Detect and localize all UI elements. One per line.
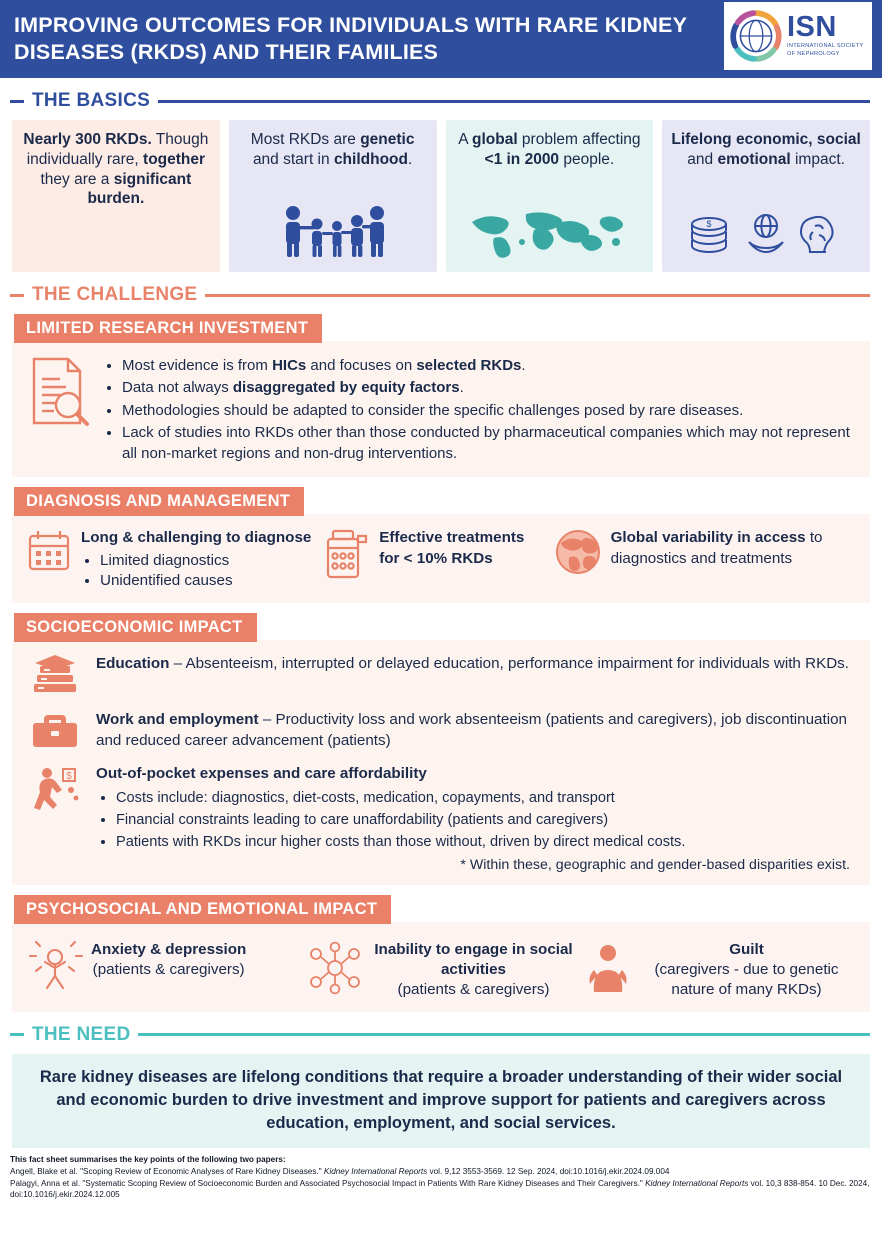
briefcase-icon <box>26 710 84 752</box>
books-icon <box>26 654 84 698</box>
list-item: • Most evidence is from HICs and focuses on selected RKDs. <box>122 355 856 376</box>
section-title-need: THE NEED <box>32 1023 131 1045</box>
banner-diagnosis: DIAGNOSIS AND MANAGEMENT <box>14 487 304 516</box>
socio-row-out-of-pocket <box>26 764 856 853</box>
document-magnifier-icon <box>26 355 90 429</box>
psychosocial-items <box>26 936 856 999</box>
heading-dash <box>10 100 24 103</box>
basics-card-text: A global problem affecting <1 in 2000 people. <box>458 131 641 168</box>
socio-row-text: Work and employment – Productivity loss and work absenteeism (patients and caregivers), job discontinuation and reduced career advancement (patients) <box>96 711 847 750</box>
svg-text:$: $ <box>706 219 712 230</box>
heading-rule <box>158 100 870 103</box>
diagnosis-col-diagnose <box>26 528 312 591</box>
ref1-post: vol. 9,12 3553-3569. 12 Sep. 2024, doi:10.1016/j.ekir.2024.09.004 <box>427 1166 670 1176</box>
ref2-pre: Palagyi, Anna et al. "Systematic Scoping Review of Socioeconomic Burden and Associated Psychosocial Impact in Patients With Rare Kidney Diseases and Their Caregivers." <box>10 1178 646 1188</box>
panel-diagnosis <box>12 514 870 603</box>
basics-card-text: Nearly 300 RKDs. Though individually rare, together they are a significant burden. <box>23 131 209 208</box>
ref1-journal: Kidney International Reports <box>323 1166 428 1176</box>
list-item: • Methodologies should be adapted to consider the specific challenges posed by rare diseases. <box>122 400 856 421</box>
socio-row-work <box>26 710 856 752</box>
panel-psychosocial <box>12 922 870 1011</box>
basics-card-text: Most RKDs are genetic and start in childhood. <box>250 131 415 168</box>
basics-card-global-problem <box>446 120 654 272</box>
footer-intro: This fact sheet summarises the key points of the following two papers: <box>10 1154 286 1164</box>
footer-reference-2 <box>10 1178 872 1202</box>
list-item: • Costs include: diagnostics, diet-costs, medication, copayments, and transport <box>116 788 685 809</box>
page-title: IMPROVING OUTCOMES FOR INDIVIDUALS WITH RARE KIDNEY DISEASES (RKDS) AND THEIR FAMILIES <box>14 13 687 64</box>
basics-card-text: Lifelong economic, social and emotional impact. <box>671 131 861 168</box>
isn-globe-logo-icon <box>730 10 782 62</box>
heading-dash <box>10 1033 24 1036</box>
diagnosis-col-text: Global variability in access to diagnostics and treatments <box>610 529 823 567</box>
distressed-person-icon <box>28 940 84 996</box>
section-title-challenge: THE CHALLENGE <box>32 284 198 305</box>
panel-limited-research <box>12 341 870 477</box>
psy-item-social <box>306 940 576 999</box>
psy-item-anxiety <box>28 940 298 996</box>
diagnosis-col-access <box>554 528 856 576</box>
socio-footnote: * Within these, geographic and gender-based disparities exist. <box>460 857 850 874</box>
section-title-basics: THE BASICS <box>32 90 151 111</box>
banner-socioeconomic: SOCIOECONOMIC IMPACT <box>14 613 257 642</box>
section-heading-basics <box>0 90 882 112</box>
heading-dash <box>10 294 24 297</box>
footer-reference-1 <box>10 1166 872 1178</box>
socio-row-text: Out-of-pocket expenses and care affordability • Costs include: diagnostics, diet-costs, medication, copayments, and transport • Financial constraints leading to care unaffordability (patients and caregivers) • Patients with RKDs incur higher costs than those without, driven by direct medical costs. <box>96 764 685 853</box>
list-item: • Data not always disaggregated by equity factors. <box>122 377 856 398</box>
diagnosis-bullets <box>81 551 311 591</box>
psy-item-guilt <box>584 940 854 999</box>
heading-rule <box>138 1033 870 1036</box>
socio-row-education <box>26 654 856 698</box>
socio-row-text: Education – Absenteeism, interrupted or delayed education, performance impairment for individuals with RKDs. <box>96 655 849 673</box>
panel-socioeconomic <box>12 640 870 885</box>
need-statement: Rare kidney diseases are lifelong conditions that require a broader understanding of their wider social and economic burden to drive investment and improve support for patients and caregivers across education, employment, and social services. <box>12 1054 870 1148</box>
coins-hands-brain-icons <box>681 204 851 264</box>
diagnosis-columns <box>26 528 856 591</box>
basics-card-genetic-childhood <box>229 120 437 272</box>
logo-sub-line1: INTERNATIONAL SOCIETY <box>787 43 864 50</box>
psy-item-text: Inability to engage in social activities (patients & caregivers) <box>374 941 573 998</box>
list-item: • Financial constraints leading to care unaffordability (patients and caregivers) <box>116 810 685 831</box>
basics-card-lifelong-impact <box>662 120 870 272</box>
limited-research-content <box>26 355 856 465</box>
list-item: • Unidentified causes <box>100 571 311 591</box>
basics-card-row <box>0 120 882 272</box>
footer-references <box>0 1148 882 1206</box>
svg-text:$: $ <box>66 771 72 783</box>
logo-name: ISN <box>787 10 837 43</box>
diagnosis-col-text: Long & challenging to diagnose • Limited diagnostics • Unidentified causes <box>81 528 311 591</box>
social-network-icon <box>306 940 364 996</box>
logo-sub-line2: OF NEPHROLOGY <box>787 50 840 57</box>
isn-logo <box>724 2 872 70</box>
list-item: • Limited diagnostics <box>100 551 311 571</box>
grieving-person-icon <box>584 940 632 996</box>
out-of-pocket-bullets <box>96 788 685 852</box>
basics-card-nearly-300 <box>12 120 220 272</box>
pills-bottle-icon <box>322 528 370 580</box>
section-heading-need <box>0 1024 882 1046</box>
world-map-icon <box>464 202 634 264</box>
family-silhouette-icon <box>273 198 393 264</box>
money-running-person-icon <box>26 764 84 812</box>
calendar-icon <box>26 528 72 574</box>
banner-psychosocial: PSYCHOSOCIAL AND EMOTIONAL IMPACT <box>14 895 391 924</box>
logo-text-block <box>787 10 864 59</box>
globe-icon <box>554 528 602 576</box>
ref2-post: vol. 10,3 838-854. 10 Dec. 2024, doi:10.1016/j.ekir.2024.12.005 <box>10 1178 870 1200</box>
limited-research-bullets <box>102 355 856 465</box>
psy-item-text: Guilt (caregivers - due to genetic nature of many RKDs) <box>654 941 839 998</box>
page-header <box>0 0 882 78</box>
diagnosis-col-text: Effective treatments for < 10% RKDs <box>379 529 525 567</box>
section-heading-challenge <box>0 284 882 306</box>
diagnosis-col-treatments <box>322 528 543 580</box>
banner-limited-research: LIMITED RESEARCH INVESTMENT <box>14 314 322 343</box>
psy-item-text: Anxiety & depression (patients & caregivers) <box>91 941 247 979</box>
ref2-journal: Kidney International Reports <box>645 1178 749 1188</box>
list-item: • Lack of studies into RKDs other than those conducted by pharmaceutical companies which may not represent all non-market regions and non-drug interventions. <box>122 422 856 465</box>
list-item: • Patients with RKDs incur higher costs than those without, driven by direct medical costs. <box>116 832 685 853</box>
ref1-pre: Angell, Blake et al. "Scoping Review of Economic Analyses of Rare Kidney Diseases." <box>10 1166 324 1176</box>
heading-rule <box>205 294 870 297</box>
logo-subtitle <box>787 43 864 58</box>
